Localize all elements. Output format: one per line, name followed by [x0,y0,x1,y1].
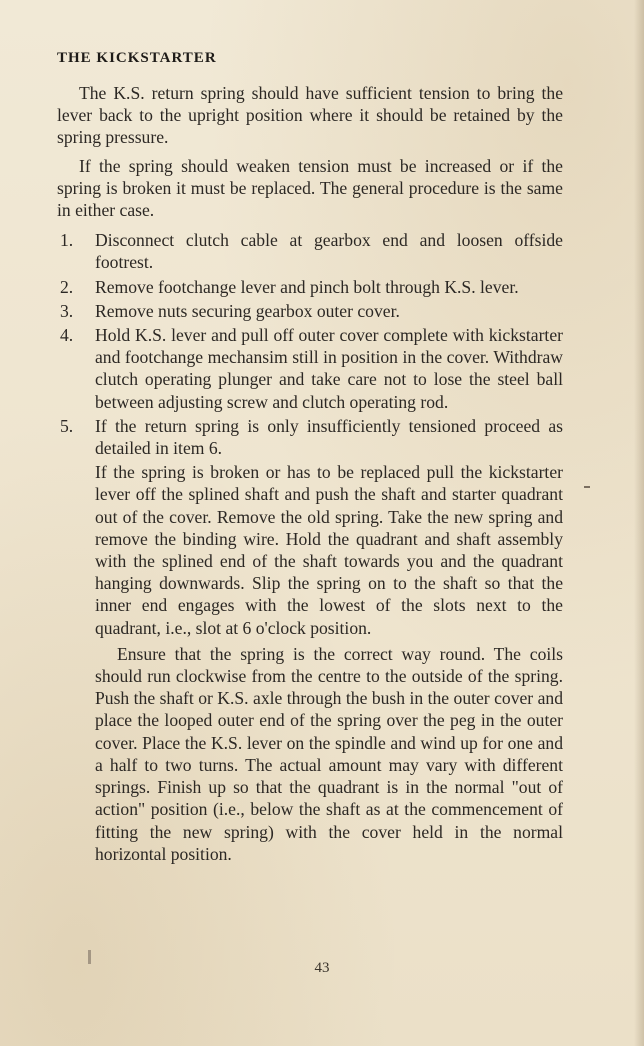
step-number: 5. [60,415,74,436]
margin-mark [584,486,590,488]
step-number: 3. [60,300,74,321]
procedure-steps [57,229,563,865]
section-heading: THE KICKSTARTER [57,50,217,66]
page-edge-shadow [634,0,644,1046]
step-2 [57,276,563,298]
page-number: 43 [314,960,330,976]
body-text [57,82,563,865]
step-text: Hold K.S. lever and pull off outer cover complete with kickstarter and footchange mechansim still in position in the cover. Withdraw clutch operating plunger and take care not to lose the steel ball between adjusting screw and clutch operating rod. [95,325,563,412]
step-number: 2. [60,276,74,297]
step-text: Remove nuts securing gearbox outer cover. [95,300,400,321]
step-continuation-2: Ensure that the spring is the correct way round. The coils should run clockwise from the centre to the outside of the spring. Push the shaft or K.S. axle through the bush in the outer cover and place the looped outer end of the spring over the peg in the outer cover. Place the K.S. lever on the spindle and wind up for one and a half to two turns. The actual amount may vary with different springs. Finish up so that the quadrant is in the normal "out of action" position (i.e., below the shaft as at the commencement of fitting the new spring) with the cover held in the normal horizontal position. [95,643,563,864]
step-number: 1. [60,230,74,251]
step-continuation: If the spring is broken or has to be replaced pull the kickstarter lever off the splined shaft and push the shaft and starter quadrant out of the cover. Remove the old spring. Take the new spring and remove the binding wire. Hold the quadrant and shaft assembly with the splined end of the shaft towards you and the quadrant hanging downwards. Slip the spring on to the shaft so that the inner end engages with the lowest of the slots next to the quadrant, i.e., slot at 6 o'clock position. [95,462,563,638]
step-3 [57,300,563,322]
intro-paragraph-2: If the spring should weaken tension must be increased or if the spring is broken it must be replaced. The general procedure is the same in either case. [57,155,563,221]
step-text: Disconnect clutch cable at gearbox end and loosen offside footrest. [95,230,563,273]
step-4 [57,324,563,413]
step-text: If the return spring is only insufficiently tensioned proceed as detailed in item 6. [95,415,563,459]
step-number: 4. [60,325,74,346]
step-1 [57,229,563,273]
step-text: Remove footchange lever and pinch bolt through K.S. lever. [95,276,519,297]
step-5 [57,415,563,865]
intro-paragraph-1: The K.S. return spring should have sufficient tension to bring the lever back to the upright position where it should be retained by the spring pressure. [57,83,563,148]
